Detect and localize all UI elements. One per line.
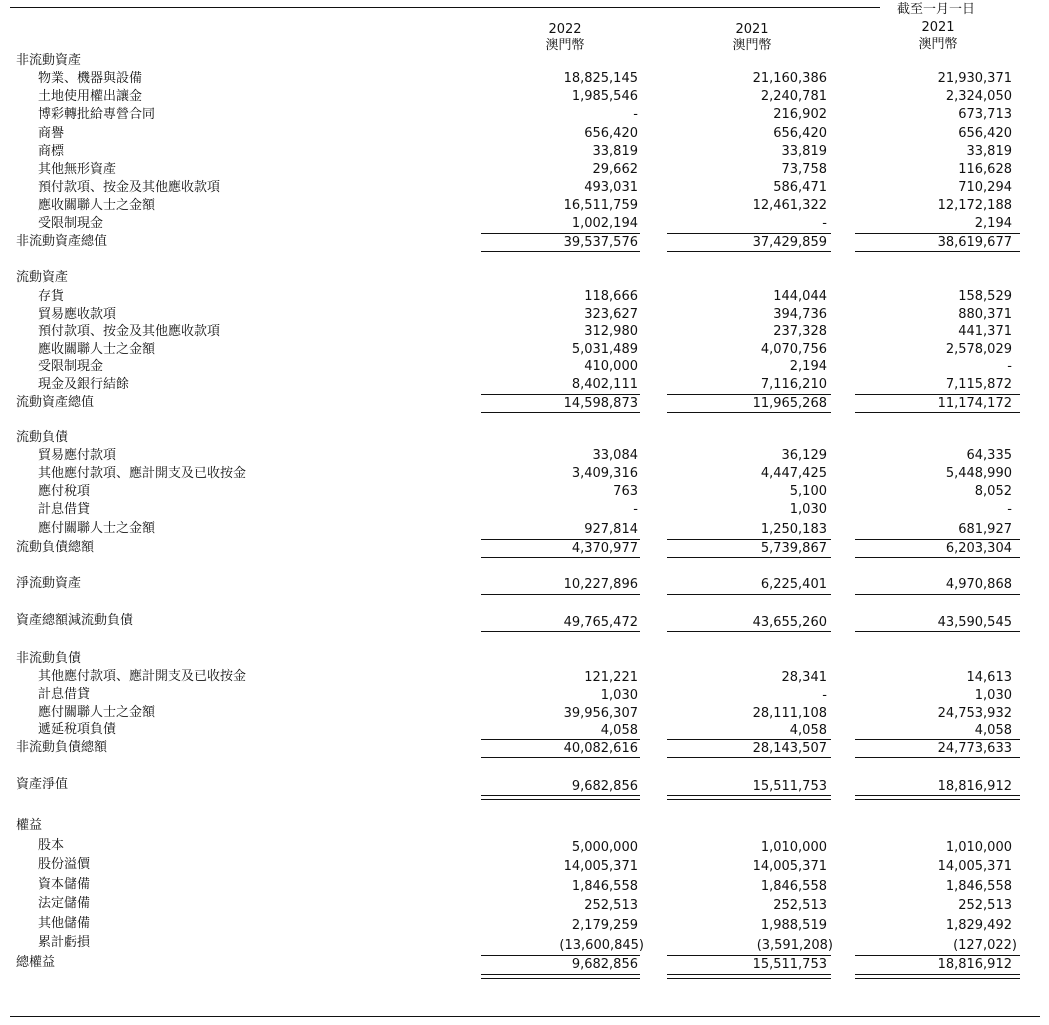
label-tax-payable: 應付稅項 [38, 484, 91, 499]
rule-ncl-3 [855, 739, 1020, 740]
rule-ca-bottom-2 [667, 412, 831, 413]
value-due-to-related-nc-2021-jan: 24,753,932 [937, 706, 1012, 721]
value-other-intangibles-2022: 29,662 [592, 162, 638, 177]
value-prepayments-nc-2021-jan: 710,294 [958, 180, 1012, 195]
value-gaming-subconcession-2021-jan: 673,713 [958, 107, 1012, 122]
label-total-non-current-assets: 非流動資產總值 [16, 234, 108, 249]
value-accumulated-losses-2021: (3,591,208) [756, 938, 833, 953]
value-other-reserves-2022: 2,179,259 [571, 918, 638, 933]
rule-ncl-bottom-1 [481, 757, 640, 758]
value-other-reserves-2021-jan: 1,829,492 [945, 918, 1012, 933]
value-other-payables-nc-2022: 121,221 [584, 670, 638, 685]
label-statutory-reserve: 法定儲備 [38, 896, 91, 911]
value-trade-receivables-2021-jan: 880,371 [958, 307, 1012, 322]
value-restricted-cash-nc-2021: - [822, 216, 827, 231]
value-other-payables-c-2022: 3,409,316 [571, 466, 638, 481]
label-other-reserves: 其他儲備 [38, 916, 91, 931]
value-borrowings-c-2021: 1,030 [789, 502, 827, 517]
value-trade-payables-2021-jan: 64,335 [966, 448, 1012, 463]
label-restricted-cash-nc: 受限制現金 [38, 216, 104, 231]
label-current-assets: 流動資產 [16, 270, 69, 285]
label-net-current-assets: 淨流動資產 [16, 576, 82, 591]
value-trade-payables-2022: 33,084 [592, 448, 638, 463]
double-rule-equity-1 [481, 974, 640, 979]
value-net-ca-2022: 10,227,896 [563, 577, 638, 592]
value-restricted-cash-c-2021: 2,194 [789, 359, 827, 374]
value-goodwill-2021: 656,420 [773, 126, 827, 141]
label-trademark: 商標 [38, 144, 65, 159]
value-total-ca-2021: 11,965,268 [752, 396, 827, 411]
value-total-cl-2022: 4,370,977 [571, 541, 638, 556]
rule-nca-net-3 [855, 594, 1020, 595]
value-statutory-reserve-2021: 252,513 [773, 898, 827, 913]
rule-talcl-2 [667, 631, 831, 632]
rule-nca-net-2 [667, 594, 831, 595]
value-total-nca-2021-jan: 38,619,677 [937, 235, 1012, 250]
label-borrowings-c: 計息借貸 [38, 502, 91, 517]
label-other-payables-c: 其他應付款項、應計開支及已收按金 [38, 466, 247, 481]
value-total-ca-2022: 14,598,873 [563, 396, 638, 411]
value-other-payables-c-2021: 4,447,425 [760, 466, 827, 481]
col2-year: 2021 [735, 22, 769, 37]
restated-note: 截至一月一日 [897, 2, 976, 17]
rule-ca-2 [667, 394, 831, 395]
double-rule-equity-2 [667, 974, 831, 979]
bottom-rule [10, 1016, 1040, 1017]
double-rule-equity-3 [855, 974, 1020, 979]
label-borrowings-nc: 計息借貸 [38, 687, 91, 702]
rule-cl-bottom-1 [481, 557, 640, 558]
rule-nca-2 [667, 233, 831, 234]
value-due-related-nc-2021-jan: 12,172,188 [937, 198, 1012, 213]
label-total-assets-less-cl: 資產總額減流動負債 [16, 613, 134, 628]
label-trade-payables: 貿易應付款項 [38, 448, 117, 463]
value-borrowings-c-2022: - [633, 502, 638, 517]
label-due-to-related-c: 應付關聯人士之金額 [38, 521, 156, 536]
value-due-related-nc-2021: 12,461,322 [752, 198, 827, 213]
value-share-capital-2022: 5,000,000 [571, 840, 638, 855]
rule-ncl-bottom-2 [667, 757, 831, 758]
col3-currency: 澳門幣 [918, 37, 958, 52]
value-total-nca-2021: 37,429,859 [752, 235, 827, 250]
value-total-equity-2021-jan: 18,816,912 [937, 957, 1012, 972]
rule-ncl-1 [481, 739, 640, 740]
value-talcl-2021: 43,655,260 [752, 615, 827, 630]
rule-cl-1 [481, 539, 640, 540]
value-due-to-related-nc-2021: 28,111,108 [752, 706, 827, 721]
label-trade-receivables: 貿易應收款項 [38, 307, 117, 322]
rule-nca-1 [481, 233, 640, 234]
value-capital-reserve-2022: 1,846,558 [571, 879, 638, 894]
rule-talcl-1 [481, 631, 640, 632]
rule-cl-bottom-3 [855, 557, 1020, 558]
value-tax-payable-2021: 5,100 [789, 484, 827, 499]
label-non-current-liabilities: 非流動負債 [16, 651, 82, 666]
rule-ca-bottom-1 [481, 412, 640, 413]
label-total-current-assets: 流動資產總值 [16, 395, 95, 410]
label-due-related-c: 應收關聯人士之金額 [38, 342, 156, 357]
rule-cl-3 [855, 539, 1020, 540]
value-tax-payable-2021-jan: 8,052 [974, 484, 1012, 499]
value-net-ca-2021: 6,225,401 [760, 577, 827, 592]
value-prepayments-nc-2022: 493,031 [584, 180, 638, 195]
value-cash-bank-2021-jan: 7,115,872 [945, 377, 1012, 392]
value-capital-reserve-2021: 1,846,558 [760, 879, 827, 894]
value-borrowings-nc-2022: 1,030 [600, 688, 638, 703]
rule-ncl-2 [667, 739, 831, 740]
value-inventories-2022: 118,666 [584, 289, 638, 304]
value-statutory-reserve-2021-jan: 252,513 [958, 898, 1012, 913]
value-due-related-c-2021-jan: 2,578,029 [945, 342, 1012, 357]
value-total-cl-2021: 5,739,867 [760, 541, 827, 556]
value-trademark-2021-jan: 33,819 [966, 144, 1012, 159]
label-share-premium: 股份溢價 [38, 857, 91, 872]
value-land-premium-2021: 2,240,781 [760, 89, 827, 104]
label-other-payables-nc: 其他應付款項、應計開支及已收按金 [38, 669, 247, 684]
value-trade-payables-2021: 36,129 [781, 448, 827, 463]
value-due-to-related-c-2021: 1,250,183 [760, 522, 827, 537]
label-prepayments-c: 預付款項、按金及其他應收款項 [38, 324, 221, 339]
value-due-related-nc-2022: 16,511,759 [563, 198, 638, 213]
label-gaming-subconcession: 博彩轉批給專營合同 [38, 107, 156, 122]
double-rule-net-assets-2 [667, 795, 831, 800]
rule-nca-net-1 [481, 594, 640, 595]
rule-equity-2 [667, 955, 831, 956]
value-other-intangibles-2021-jan: 116,628 [958, 162, 1012, 177]
value-trademark-2022: 33,819 [592, 144, 638, 159]
value-trade-receivables-2021: 394,736 [773, 307, 827, 322]
value-land-premium-2022: 1,985,546 [571, 89, 638, 104]
value-tax-payable-2022: 763 [613, 484, 638, 499]
value-inventories-2021: 144,044 [773, 289, 827, 304]
rule-ca-3 [855, 394, 1020, 395]
value-accumulated-losses-2022: (13,600,845) [559, 938, 644, 953]
value-share-premium-2021: 14,005,371 [752, 859, 827, 874]
label-cash-bank: 現金及銀行結餘 [38, 377, 130, 392]
label-equity: 權益 [16, 818, 43, 833]
value-statutory-reserve-2022: 252,513 [584, 898, 638, 913]
value-borrowings-nc-2021: - [822, 688, 827, 703]
value-ppe-2021: 21,160,386 [752, 71, 827, 86]
value-due-related-c-2021: 4,070,756 [760, 342, 827, 357]
value-total-equity-2022: 9,682,856 [571, 957, 638, 972]
value-goodwill-2021-jan: 656,420 [958, 126, 1012, 141]
rule-nca-bottom-1 [481, 251, 640, 252]
value-restricted-cash-c-2022: 410,000 [584, 359, 638, 374]
col1-currency: 澳門幣 [545, 38, 585, 53]
col1-year: 2022 [548, 22, 582, 37]
rule-nca-bottom-2 [667, 251, 831, 252]
rule-nca-3 [855, 233, 1020, 234]
value-total-cl-2021-jan: 6,203,304 [945, 541, 1012, 556]
value-other-payables-nc-2021-jan: 14,613 [966, 670, 1012, 685]
value-share-premium-2021-jan: 14,005,371 [937, 859, 1012, 874]
label-current-liabilities: 流動負債 [16, 430, 69, 445]
value-other-payables-nc-2021: 28,341 [781, 670, 827, 685]
value-gaming-subconcession-2022: - [633, 107, 638, 122]
col2-currency: 澳門幣 [732, 38, 772, 53]
label-accumulated-losses: 累計虧損 [38, 935, 91, 950]
value-capital-reserve-2021-jan: 1,846,558 [945, 879, 1012, 894]
value-total-equity-2021: 15,511,753 [752, 957, 827, 972]
value-borrowings-c-2021-jan: - [1007, 502, 1012, 517]
label-ppe: 物業、機器與設備 [38, 71, 143, 86]
value-prepayments-nc-2021: 586,471 [773, 180, 827, 195]
value-share-premium-2022: 14,005,371 [563, 859, 638, 874]
value-talcl-2021-jan: 43,590,545 [937, 615, 1012, 630]
value-cash-bank-2021: 7,116,210 [760, 377, 827, 392]
rule-cl-2 [667, 539, 831, 540]
value-total-ncl-2022: 40,082,616 [563, 741, 638, 756]
label-total-non-current-liabilities: 非流動負債總額 [16, 740, 108, 755]
rule-ncl-bottom-3 [855, 757, 1020, 758]
value-share-capital-2021: 1,010,000 [760, 840, 827, 855]
label-restricted-cash-c: 受限制現金 [38, 359, 104, 374]
label-total-equity: 總權益 [16, 955, 56, 970]
value-net-assets-2021-jan: 18,816,912 [937, 779, 1012, 794]
value-net-ca-2021-jan: 4,970,868 [945, 577, 1012, 592]
value-ppe-2021-jan: 21,930,371 [937, 71, 1012, 86]
label-capital-reserve: 資本儲備 [38, 877, 91, 892]
value-due-to-related-nc-2022: 39,956,307 [563, 706, 638, 721]
double-rule-net-assets-1 [481, 795, 640, 800]
label-due-related-nc: 應收關聯人士之金額 [38, 198, 156, 213]
label-total-current-liabilities: 流動負債總額 [16, 540, 95, 555]
label-goodwill: 商譽 [38, 126, 65, 141]
value-ppe-2022: 18,825,145 [563, 71, 638, 86]
value-restricted-cash-c-2021-jan: - [1007, 359, 1012, 374]
value-deferred-tax-2021-jan: 4,058 [974, 723, 1012, 738]
value-talcl-2022: 49,765,472 [563, 615, 638, 630]
value-total-ncl-2021-jan: 24,773,633 [937, 741, 1012, 756]
rule-nca-bottom-3 [855, 251, 1020, 252]
value-deferred-tax-2021: 4,058 [789, 723, 827, 738]
value-cash-bank-2022: 8,402,111 [571, 377, 638, 392]
label-other-intangibles: 其他無形資產 [38, 162, 117, 177]
double-rule-net-assets-3 [855, 795, 1020, 800]
value-accumulated-losses-2021-jan: (127,022) [953, 938, 1017, 953]
value-trade-receivables-2022: 323,627 [584, 307, 638, 322]
value-gaming-subconcession-2021: 216,902 [773, 107, 827, 122]
value-other-reserves-2021: 1,988,519 [760, 918, 827, 933]
value-borrowings-nc-2021-jan: 1,030 [974, 688, 1012, 703]
value-restricted-cash-nc-2022: 1,002,194 [571, 216, 638, 231]
label-land-premium: 土地使用權出讓金 [38, 89, 143, 104]
rule-cl-bottom-2 [667, 557, 831, 558]
value-goodwill-2022: 656,420 [584, 126, 638, 141]
col3-year: 2021 [921, 20, 955, 35]
value-due-to-related-c-2021-jan: 681,927 [958, 522, 1012, 537]
value-prepayments-c-2021-jan: 441,371 [958, 324, 1012, 339]
value-total-ca-2021-jan: 11,174,172 [937, 396, 1012, 411]
rule-ca-1 [481, 394, 640, 395]
value-land-premium-2021-jan: 2,324,050 [945, 89, 1012, 104]
rule-equity-1 [481, 955, 640, 956]
value-other-intangibles-2021: 73,758 [781, 162, 827, 177]
value-due-related-c-2022: 5,031,489 [571, 342, 638, 357]
value-prepayments-c-2022: 312,980 [584, 324, 638, 339]
label-share-capital: 股本 [38, 838, 65, 853]
label-inventories: 存貨 [38, 289, 65, 304]
value-prepayments-c-2021: 237,328 [773, 324, 827, 339]
value-deferred-tax-2022: 4,058 [600, 723, 638, 738]
value-share-capital-2021-jan: 1,010,000 [945, 840, 1012, 855]
value-net-assets-2021: 15,511,753 [752, 779, 827, 794]
value-due-to-related-c-2022: 927,814 [584, 522, 638, 537]
label-due-to-related-nc: 應付關聯人士之金額 [38, 705, 156, 720]
value-trademark-2021: 33,819 [781, 144, 827, 159]
label-deferred-tax: 遞延稅項負債 [38, 722, 117, 737]
value-total-nca-2022: 39,537,576 [563, 235, 638, 250]
value-inventories-2021-jan: 158,529 [958, 289, 1012, 304]
top-rule [10, 7, 880, 8]
rule-equity-3 [855, 955, 1020, 956]
rule-talcl-3 [855, 631, 1020, 632]
label-prepayments-nc: 預付款項、按金及其他應收款項 [38, 180, 221, 195]
rule-ca-bottom-3 [855, 412, 1020, 413]
value-net-assets-2022: 9,682,856 [571, 779, 638, 794]
label-non-current-assets: 非流動資產 [16, 53, 82, 68]
label-net-assets: 資產淨值 [16, 777, 69, 792]
value-other-payables-c-2021-jan: 5,448,990 [945, 466, 1012, 481]
value-restricted-cash-nc-2021-jan: 2,194 [974, 216, 1012, 231]
value-total-ncl-2021: 28,143,507 [752, 741, 827, 756]
